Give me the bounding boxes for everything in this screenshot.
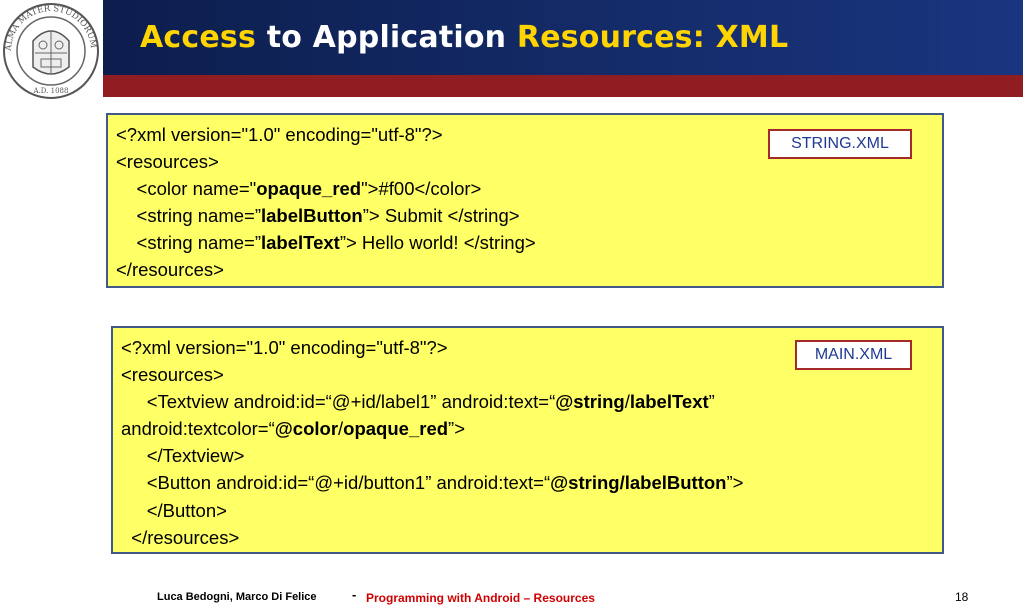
- code-line: <resources>: [121, 364, 224, 386]
- main-xml-label: MAIN.XML: [795, 340, 912, 370]
- footer-authors: Luca Bedogni, Marco Di Felice: [157, 591, 317, 603]
- code-line: <?xml version="1.0" encoding="utf-8"?>: [116, 124, 443, 145]
- footer-course-title: Programming with Android – Resources: [366, 591, 595, 605]
- slide-title: [140, 20, 788, 55]
- title-resources: Resources: XML: [516, 20, 789, 55]
- seal-icon: [1, 1, 101, 101]
- code-line: <Textview android:id=“@+id/label1” android:text=“@string/labelText”: [121, 391, 715, 413]
- footer-separator: -: [352, 587, 357, 602]
- page-number: 18: [955, 590, 969, 604]
- code-line: <?xml version="1.0" encoding="utf-8"?>: [121, 337, 448, 358]
- code-line: <Button android:id=“@+id/button1” android:text=“@string/labelButton”>: [121, 472, 744, 494]
- header-red-rule: [103, 75, 1023, 97]
- svg-text:ALMA MATER STUDIORUM: ALMA MATER STUDIORUM: [3, 3, 99, 52]
- strings-xml-label: STRING.XML: [768, 129, 912, 159]
- code-line: android:textcolor=“@color/opaque_red”>: [121, 418, 465, 440]
- code-line: </resources>: [116, 259, 224, 280]
- svg-text:A.D. 1088: A.D. 1088: [33, 87, 69, 95]
- code-line: <string name=”labelButton”> Submit </string>: [116, 205, 520, 226]
- title-access: Access: [140, 20, 257, 55]
- title-middle: to Application: [256, 20, 517, 55]
- university-seal-logo: [0, 0, 103, 103]
- code-line: </Button>: [121, 499, 227, 521]
- code-line: </resources>: [121, 526, 240, 548]
- code-line: <color name="opaque_red">#f00</color>: [116, 178, 482, 199]
- code-line: <resources>: [116, 151, 219, 172]
- code-line: <string name=”labelText”> Hello world! </string>: [116, 232, 536, 253]
- code-line: </Textview>: [121, 445, 245, 467]
